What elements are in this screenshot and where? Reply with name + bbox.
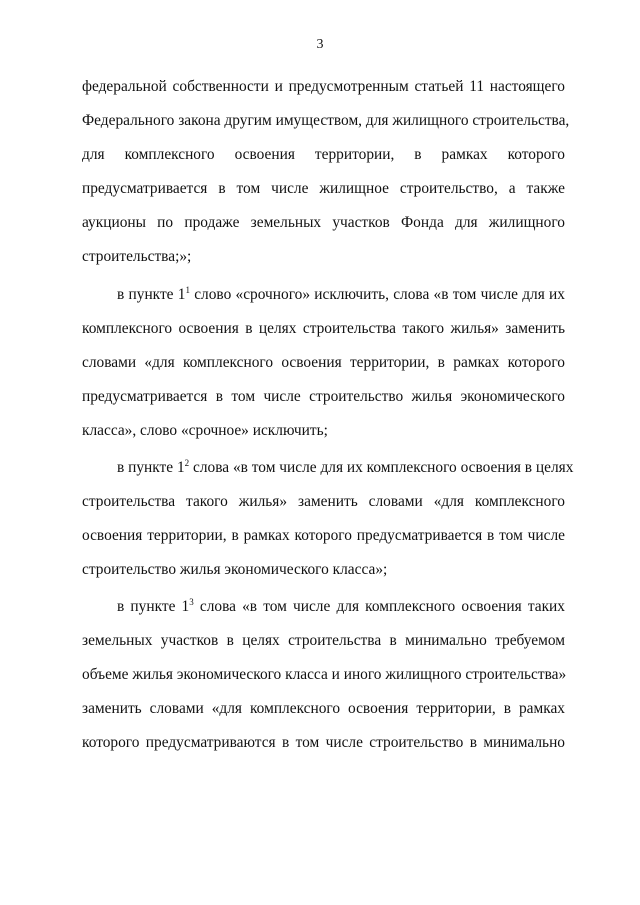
- text-segment: в пункте 1: [117, 598, 190, 615]
- superscript: 2: [184, 458, 190, 468]
- text-line: аукционы по продаже земельных участков Фонда для жилищного: [82, 214, 565, 231]
- text-line: объеме жилья экономического класса и иного жилищного строительства»: [82, 666, 567, 683]
- text-line: Федерального закона другим имуществом, для жилищного строительства,: [82, 112, 570, 129]
- text-line: заменить словами «для комплексного освоения территории, в рамках: [82, 700, 565, 717]
- text-line: строительство жилья экономического класса»;: [82, 561, 388, 578]
- superscript: 3: [189, 597, 194, 607]
- text-line: строительства;»;: [82, 248, 192, 265]
- text-line: освоения территории, в рамках которого предусматривается в том числе: [82, 527, 565, 544]
- text-line: [117, 458, 574, 478]
- text-line: [117, 285, 565, 305]
- text-line: предусматривается в том числе строительство жилья экономического: [82, 388, 565, 405]
- text-line: класса», слово «срочное» исключить;: [82, 422, 328, 439]
- text-line: которого предусматриваются в том числе строительство в минимально: [82, 734, 565, 751]
- text-segment: слово «срочного» исключить, слова «в том числе для их: [189, 286, 565, 303]
- text-line: для комплексного освоения территории, в рамках которого: [82, 146, 565, 163]
- page-number: 3: [316, 37, 324, 52]
- text-line: [117, 597, 565, 617]
- text-line: комплексного освоения в целях строительства такого жилья» заменить: [82, 320, 565, 337]
- text-segment: в пункте 1: [117, 459, 185, 476]
- text-line: федеральной собственности и предусмотренным статьей 11 настоящего: [82, 78, 565, 95]
- text-line: предусматривается в том числе жилищное строительство, а также: [82, 180, 565, 197]
- superscript: 1: [185, 285, 190, 295]
- text-line: земельных участков в целях строительства в минимально требуемом: [82, 632, 565, 649]
- text-line: словами «для комплексного освоения территории, в рамках которого: [82, 354, 565, 371]
- text-line: строительства такого жилья» заменить словами «для комплексного: [82, 493, 565, 510]
- text-segment: слова «в том числе для комплексного освоения таких: [193, 598, 565, 615]
- text-segment: слова «в том числе для их комплексного освоения в целях: [189, 459, 574, 476]
- text-segment: в пункте 1: [117, 286, 186, 303]
